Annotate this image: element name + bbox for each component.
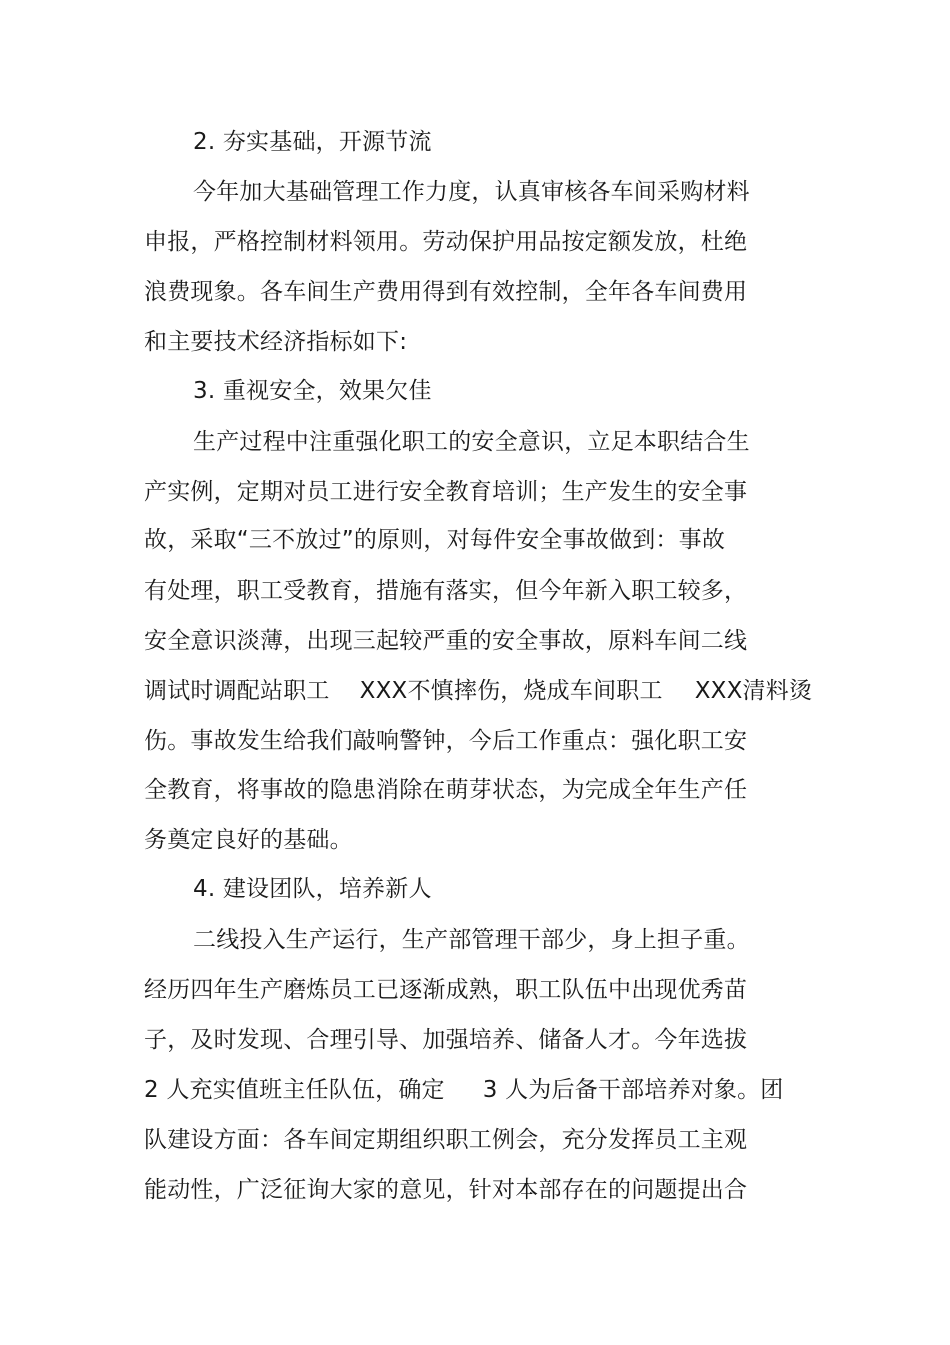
paragraph-line-split — [144, 676, 812, 706]
paragraph-line: 全教育，将事故的隐患消除在萌芽状态，为完成全年生产任 — [144, 777, 748, 803]
section-heading-3: 3. 重视安全，效果欠佳 — [193, 378, 432, 404]
text-segment: XXX不慎摔伤，烧成车间职工 — [359, 678, 663, 704]
paragraph-line: 今年加大基础管理工作力度，认真审核各车间采购材料 — [193, 179, 750, 205]
paragraph-line: 二线投入生产运行，生产部管理干部少，身上担子重。 — [193, 927, 750, 953]
text-segment: XXX清料烫 — [694, 678, 813, 704]
paragraph-line: 务奠定良好的基础。 — [144, 827, 353, 853]
section-heading-2: 2. 夯实基础，开源节流 — [193, 129, 432, 155]
paragraph-line: 能动性，广泛征询大家的意见，针对本部存在的问题提出合 — [144, 1177, 748, 1203]
text-segment: 2 人充实值班主任队伍，确定 — [144, 1077, 445, 1103]
paragraph-line: 经历四年生产磨炼员工已逐渐成熟，职工队伍中出现优秀苗 — [144, 977, 748, 1003]
paragraph-line: 故，采取“三不放过”的原则，对每件安全事故做到：事故 — [144, 527, 726, 553]
text-segment: 3 人为后备干部培养对象。团 — [482, 1077, 784, 1103]
paragraph-line: 浪费现象。各车间生产费用得到有效控制，全年各车间费用 — [144, 279, 748, 305]
paragraph-line: 子，及时发现、合理引导、加强培养、储备人才。今年选拔 — [144, 1027, 748, 1053]
section-heading-4: 4. 建设团队，培养新人 — [193, 876, 432, 902]
paragraph-line: 申报，严格控制材料领用。劳动保护用品按定额发放，杜绝 — [144, 229, 748, 255]
paragraph-line: 生产过程中注重强化职工的安全意识，立足本职结合生 — [193, 429, 750, 455]
paragraph-line: 和主要技术经济指标如下: — [144, 329, 408, 355]
text-segment: 调试时调配站职工 — [144, 678, 330, 704]
paragraph-line: 安全意识淡薄，出现三起较严重的安全事故，原料车间二线 — [144, 628, 748, 654]
paragraph-line: 伤。事故发生给我们敲响警钟，今后工作重点：强化职工安 — [144, 728, 748, 754]
paragraph-line: 产实例，定期对员工进行安全教育培训；生产发生的安全事 — [144, 479, 748, 505]
paragraph-line: 队建设方面：各车间定期组织职工例会，充分发挥员工主观 — [144, 1127, 748, 1153]
paragraph-line-split — [144, 1075, 784, 1105]
paragraph-line: 有处理，职工受教育，措施有落实，但今年新入职工较多， — [144, 578, 748, 604]
